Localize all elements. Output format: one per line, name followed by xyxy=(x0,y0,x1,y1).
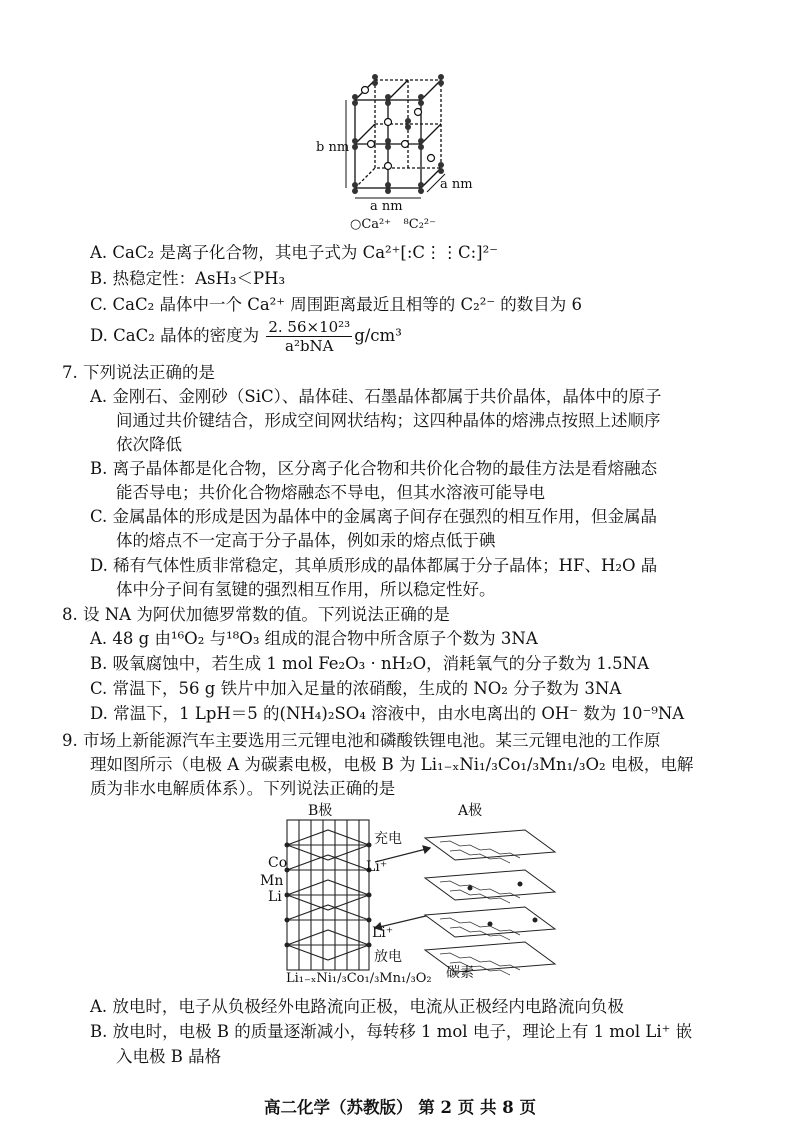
q9-stem-line1: 9. 市场上新能源汽车主要选用三元锂电池和磷酸铁锂电池。某三元锂电池的工作原 xyxy=(62,731,661,750)
fig1-label-a-side: a nm xyxy=(440,177,473,192)
q9-option-b-line1: B. 放电时，电极 B 的质量逐渐减小，每转移 1 mol 电子，理论上有 1 mol Li⁺ 嵌 xyxy=(90,1022,693,1041)
q9-stem-line3: 质为非水电解质体系）。下列说法正确的是 xyxy=(90,779,396,798)
page-footer: 高二化学（苏教版） 第 2 页 共 8 页 xyxy=(264,1098,536,1117)
q6-option-a: A. CaC₂ 是离子化合物，其电子式为 Ca²⁺[:C⋮⋮C:]²⁻ xyxy=(90,243,498,262)
q7-option-a-line3: 依次降低 xyxy=(116,435,182,454)
q7-option-b-line1: B. 离子晶体都是化合物，区分离子化合物和共价化合物的最佳方法是看熔融态 xyxy=(90,459,658,478)
fig2-a-label: A极 xyxy=(458,803,483,819)
fig1-label-a-bottom: a nm xyxy=(370,199,403,214)
fig2-li-top: Li⁺ xyxy=(366,859,388,875)
q8-option-d: D. 常温下，1 LpH＝5 的(NH₄)₂SO₄ 溶液中，由水电离出的 OH⁻ 数为 10⁻⁹NA xyxy=(90,704,685,723)
q6-option-b: B. 热稳定性：AsH₃＜PH₃ xyxy=(90,269,286,288)
q8-option-b: B. 吸氧腐蚀中，若生成 1 mol Fe₂O₃ · nH₂O，消耗氧气的分子数为 1.5NA xyxy=(90,654,650,673)
q7-option-d-line1: D. 稀有气体性质非常稳定，其单质形成的晶体都属于分子晶体；HF、H₂O 晶 xyxy=(90,556,658,575)
density-fraction xyxy=(266,318,352,355)
fig1-label-b: b nm xyxy=(316,140,350,155)
density-unit: g/cm³ xyxy=(354,326,402,345)
q7-option-a-line1: A. 金刚石、金刚砂（SiC）、晶体硅、石墨晶体都属于共价晶体，晶体中的原子 xyxy=(90,387,662,406)
fig2-co-label: Co xyxy=(268,855,288,871)
fig2-b-label: B极 xyxy=(308,803,333,819)
q7-option-a-line2: 间通过共价键结合，形成空间网状结构；这四种晶体的熔沸点按照上述顺序 xyxy=(116,411,661,430)
fig2-li-label: Li xyxy=(268,889,282,905)
c2-legend-icon: ⁸ xyxy=(403,217,409,232)
q7-option-b-line2: 能否导电；共价化合物熔融态不导电，但其水溶液可能导电 xyxy=(116,483,545,502)
q9-stem-line2: 理如图所示（电极 A 为碳素电极，电极 B 为 Li₁₋ₓNi₁/₃Co₁/₃Mn₁/₃O₂ 电极，电解 xyxy=(90,755,694,774)
q9-option-b-line2: 入电极 B 晶格 xyxy=(116,1047,222,1066)
q8-option-a: A. 48 g 由¹⁶O₂ 与¹⁸O₃ 组成的混合物中所含原子个数为 3NA xyxy=(90,629,538,648)
q8-option-c: C. 常温下，56 g 铁片中加入足量的浓硝酸，生成的 NO₂ 分子数为 3NA xyxy=(90,679,622,698)
fig2-li-bottom: Li⁺ xyxy=(372,925,394,941)
battery-diagram xyxy=(255,800,575,990)
fig2-mn-label: Mn xyxy=(260,873,284,889)
fig2-charge-label: 充电 xyxy=(374,831,402,847)
fig1-legend-ca: Ca²⁺ xyxy=(361,217,392,232)
q7-option-c-line2: 体的熔点不一定高于分子晶体，例如汞的熔点低于碘 xyxy=(116,531,496,550)
fig2-formula: Li₁₋ₓNi₁/₃Co₁/₃Mn₁/₃O₂ xyxy=(286,971,432,986)
q6-option-c: C. CaC₂ 晶体中一个 Ca²⁺ 周围距离最近且相等的 C₂²⁻ 的数目为 6 xyxy=(90,295,583,314)
fig2-discharge-label: 放电 xyxy=(374,949,402,965)
q6-option-d xyxy=(90,318,402,355)
q8-stem: 8. 设 NA 为阿伏加德罗常数的值。下列说法正确的是 xyxy=(62,605,450,624)
density-numerator: 2. 56×10²³ xyxy=(268,318,351,336)
fig1-legend xyxy=(350,214,436,236)
q9-option-a: A. 放电时，电子从负极经外电路流向正极，电流从正极经内电路流向负极 xyxy=(90,997,624,1016)
fig2-carbon-label: 碳素 xyxy=(446,965,474,981)
q6-option-d-prefix: D. CaC₂ 晶体的密度为 xyxy=(90,326,260,345)
q7-stem: 7. 下列说法正确的是 xyxy=(62,363,215,382)
q7-option-d-line2: 体中分子间有氢键的强烈相互作用，所以稳定性好。 xyxy=(116,580,496,599)
density-denominator: a²bNA xyxy=(285,337,334,355)
fig1-legend-c2: C₂²⁻ xyxy=(408,217,436,232)
ca-legend-icon: ○ xyxy=(350,217,362,232)
q7-option-c-line1: C. 金属晶体的形成是因为晶体中的金属离子间存在强烈的相互作用，但金属晶 xyxy=(90,507,658,526)
